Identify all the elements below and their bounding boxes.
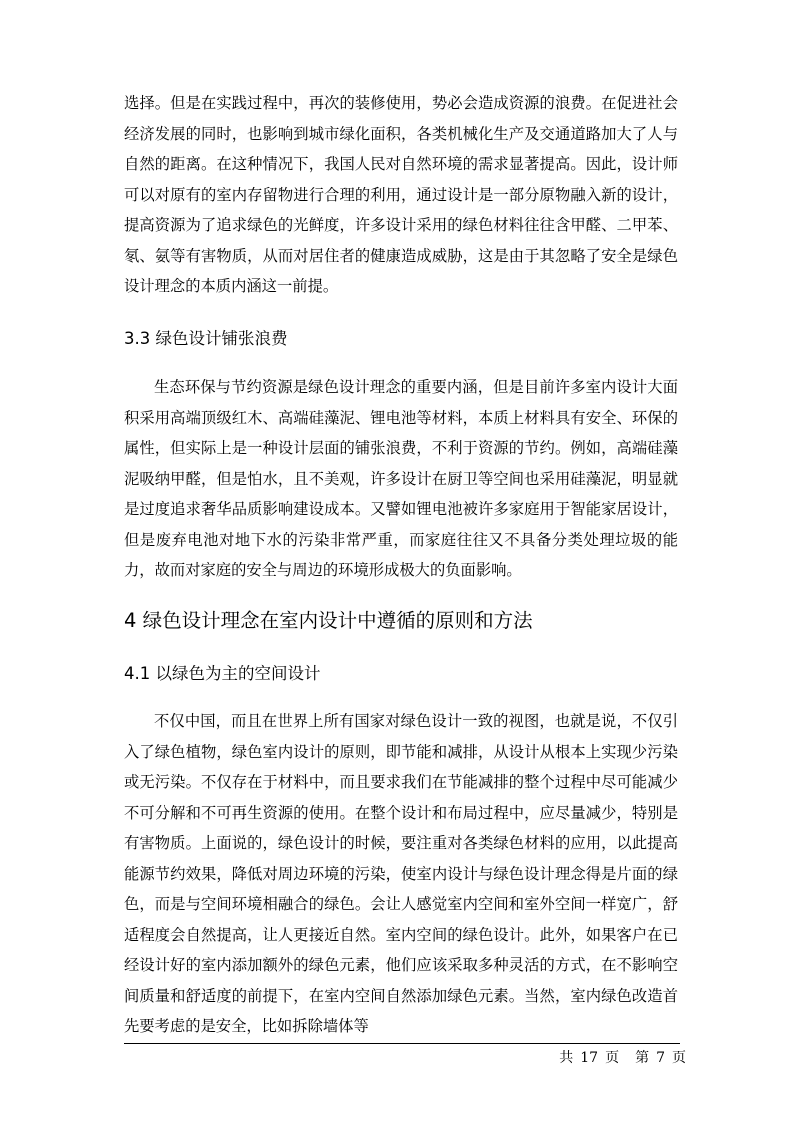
page-footer xyxy=(559,1048,686,1068)
paragraph-continued: 选择。但是在实践过程中，再次的装修使用，势必会造成资源的浪费。在促进社会经济发展的同时，也影响到城市绿化面积，各类机械化生产及交通道路加大了人与自然的距离。在这种情况下，我国人民对自然环境的需求显著提高。因此，设计师可以对原有的室内存留物进行合理的利用，通过设计是一部分原物融入新的设计，提高资源为了追求绿色的光鲜度，许多设计采用的绿色材料往往含甲醛、二甲苯、氡、氨等有害物质，从而对居住者的健康造成威胁，这是由于其忽略了安全是绿色设计理念的本质内涵这一前提。 xyxy=(124,94,678,295)
footer-current-prefix: 第 xyxy=(635,1050,650,1066)
section-heading-3-3: 3.3 绿色设计铺张浪费 xyxy=(124,329,288,348)
paragraph-section-3-3: 生态环保与节约资源是绿色设计理念的重要内涵，但是目前许多室内设计大面积采用高端顶级红木、高端硅藻泥、锂电池等材料，本质上材料具有安全、环保的属性，但实际上是一种设计层面的铺张浪费，不利于资源的节约。例如，高端硅藻泥吸纳甲醛，但是怕水，且不美观，许多设计在厨卫等空间也采用硅藻泥，明显就是过度追求奢华品质影响建设成本。又譬如锂电池被许多家庭用于智能家居设计，但是废弃电池对地下水的污染非常严重，而家庭往往又不具备分类处理垃圾的能力，故而对家庭的安全与周边的环境形成极大的负面影响。 xyxy=(124,378,678,579)
footer-current-unit: 页 xyxy=(672,1050,686,1066)
section-heading-4-1: 4.1 以绿色为主的空间设计 xyxy=(124,664,321,683)
footer-total-prefix: 共 xyxy=(559,1050,574,1066)
paragraph-section-4-1: 不仅中国，而且在世界上所有国家对绿色设计一致的视图，也就是说，不仅引入了绿色植物，绿色室内设计的原则，即节能和减排，从设计从根本上实现少污染或无污染。不仅存在于材料中，而且要求我们在节能减排的整个过程中尽可能减少不可分解和不可再生资源的使用。在整个设计和布局过程中，应尽量减少，特别是有害物质。上面说的，绿色设计的时候，要注重对各类绿色材料的应用，以此提高能源节约效果，降低对周边环境的污染，使室内设计与绿色设计理念得是片面的绿色，而是与空间环境相融合的绿色。会让人感觉室内空间和室外空间一样宽广，舒适程度会自然提高，让人更接近自然。室内空间的绿色设计。此外，如果客户在已经设计好的室内添加额外的绿色元素，他们应该采取多种灵活的方式，在不影响空间质量和舒适度的前提下，在室内空间自然添加绿色元素。当然，室内绿色改造首先要考虑的是安全，比如拆除墙体等 xyxy=(124,712,678,1035)
footer-total-unit: 页 xyxy=(605,1050,620,1066)
chapter-heading-4: 4 绿色设计理念在室内设计中遵循的原则和方法 xyxy=(124,609,533,632)
footer-total-pages: 17 xyxy=(580,1050,599,1066)
footer-current-page: 7 xyxy=(656,1050,665,1066)
footer-divider xyxy=(124,1043,680,1044)
